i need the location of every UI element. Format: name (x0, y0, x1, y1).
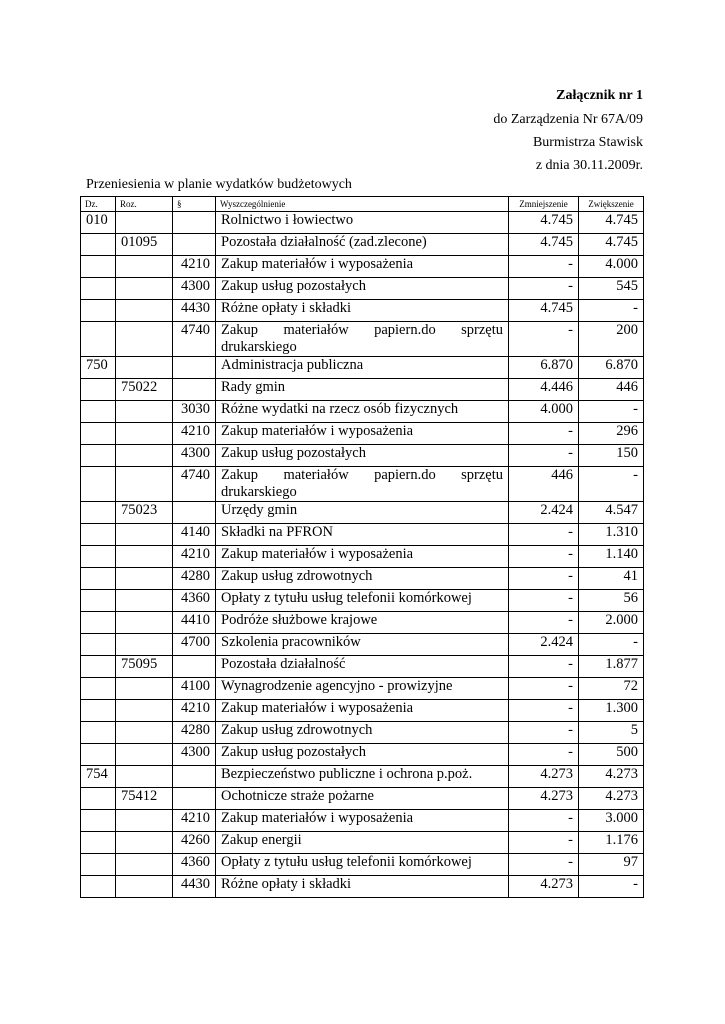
cell-description: Wynagrodzenie agencyjno - prowizyjne (216, 678, 509, 700)
cell-dz (81, 788, 116, 810)
cell-decrease: 2.424 (509, 502, 579, 524)
cell-roz (116, 401, 173, 423)
cell-dz (81, 278, 116, 300)
cell-roz (116, 278, 173, 300)
cell-roz (116, 423, 173, 445)
cell-dz (81, 256, 116, 278)
cell-decrease: - (509, 832, 579, 854)
col-header-roz: Roz. (116, 197, 173, 212)
cell-roz (116, 634, 173, 656)
table-row (81, 357, 644, 379)
table-row (81, 467, 644, 502)
cell-description: Rady gmin (216, 379, 509, 401)
cell-paragraph (173, 212, 216, 234)
col-header-description: Wyszczególnienie (216, 197, 509, 212)
cell-dz: 754 (81, 766, 116, 788)
cell-paragraph: 4360 (173, 590, 216, 612)
cell-increase: 500 (579, 744, 644, 766)
cell-dz (81, 612, 116, 634)
cell-increase: - (579, 467, 644, 502)
cell-increase: 41 (579, 568, 644, 590)
cell-roz (116, 568, 173, 590)
cell-decrease: - (509, 278, 579, 300)
cell-decrease: - (509, 700, 579, 722)
table-row (81, 612, 644, 634)
cell-dz (81, 810, 116, 832)
cell-dz (81, 832, 116, 854)
cell-increase: 6.870 (579, 357, 644, 379)
cell-roz (116, 300, 173, 322)
cell-description: Bezpieczeństwo publiczne i ochrona p.poż. (216, 766, 509, 788)
cell-roz (116, 810, 173, 832)
cell-description: Zakup usług zdrowotnych (216, 568, 509, 590)
cell-roz (116, 590, 173, 612)
cell-paragraph: 4300 (173, 744, 216, 766)
cell-paragraph: 4210 (173, 546, 216, 568)
issuer: Burmistrza Stawisk (532, 135, 643, 150)
table-row (81, 744, 644, 766)
cell-dz (81, 445, 116, 467)
cell-decrease: 4.273 (509, 766, 579, 788)
cell-roz: 75095 (116, 656, 173, 678)
table-row (81, 766, 644, 788)
cell-decrease: 4.446 (509, 379, 579, 401)
regulation-reference: do Zarządzenia Nr 67A/09 (493, 112, 643, 127)
cell-dz (81, 502, 116, 524)
cell-description: Zakup materiałów i wyposażenia (216, 810, 509, 832)
cell-paragraph (173, 788, 216, 810)
cell-description: Zakup materiałów i wyposażenia (216, 700, 509, 722)
cell-description: Podróże służbowe krajowe (216, 612, 509, 634)
cell-dz (81, 568, 116, 590)
cell-increase: - (579, 876, 644, 898)
cell-increase: 97 (579, 854, 644, 876)
cell-decrease: 4.000 (509, 401, 579, 423)
table-row (81, 401, 644, 423)
cell-increase: 72 (579, 678, 644, 700)
attachment-title: Załącznik nr 1 (556, 88, 643, 103)
cell-dz (81, 234, 116, 256)
table-row (81, 234, 644, 256)
cell-dz (81, 656, 116, 678)
cell-dz (81, 744, 116, 766)
table-row (81, 568, 644, 590)
cell-roz (116, 357, 173, 379)
cell-dz (81, 876, 116, 898)
cell-roz (116, 546, 173, 568)
cell-roz: 75023 (116, 502, 173, 524)
cell-dz (81, 590, 116, 612)
cell-decrease: - (509, 256, 579, 278)
cell-dz (81, 854, 116, 876)
cell-roz: 75412 (116, 788, 173, 810)
cell-roz: 01095 (116, 234, 173, 256)
cell-description: Różne wydatki na rzecz osób fizycznych (216, 401, 509, 423)
cell-description: Zakup usług zdrowotnych (216, 722, 509, 744)
cell-dz (81, 546, 116, 568)
cell-paragraph: 3030 (173, 401, 216, 423)
cell-decrease: - (509, 524, 579, 546)
cell-roz (116, 854, 173, 876)
cell-description: Zakup materiałów i wyposażenia (216, 546, 509, 568)
cell-description: Rolnictwo i łowiectwo (216, 212, 509, 234)
cell-description: Różne opłaty i składki (216, 876, 509, 898)
cell-increase: - (579, 401, 644, 423)
table-row (81, 634, 644, 656)
table-row (81, 832, 644, 854)
cell-increase: 4.000 (579, 256, 644, 278)
cell-increase: 1.877 (579, 656, 644, 678)
col-header-paragraph: § (173, 197, 216, 212)
table-row (81, 722, 644, 744)
cell-roz (116, 322, 173, 357)
cell-increase: 4.273 (579, 788, 644, 810)
table-row (81, 445, 644, 467)
col-header-dz: Dz. (81, 197, 116, 212)
cell-decrease: - (509, 546, 579, 568)
table-row (81, 379, 644, 401)
cell-paragraph: 4260 (173, 832, 216, 854)
cell-dz (81, 322, 116, 357)
cell-paragraph (173, 234, 216, 256)
table-header-row (81, 197, 644, 212)
cell-paragraph (173, 379, 216, 401)
cell-roz (116, 445, 173, 467)
cell-description: Administracja publiczna (216, 357, 509, 379)
cell-increase: 150 (579, 445, 644, 467)
table-row (81, 678, 644, 700)
cell-increase: 545 (579, 278, 644, 300)
cell-paragraph: 4210 (173, 700, 216, 722)
cell-description: Zakup usług pozostałych (216, 278, 509, 300)
cell-description: Zakup energii (216, 832, 509, 854)
cell-roz (116, 678, 173, 700)
expenditure-table (80, 196, 644, 898)
cell-paragraph: 4300 (173, 445, 216, 467)
cell-dz (81, 700, 116, 722)
cell-dz (81, 423, 116, 445)
cell-decrease: 4.745 (509, 212, 579, 234)
cell-paragraph: 4740 (173, 322, 216, 357)
cell-dz (81, 401, 116, 423)
cell-roz (116, 722, 173, 744)
table-row (81, 656, 644, 678)
cell-roz (116, 467, 173, 502)
table-row (81, 788, 644, 810)
cell-paragraph (173, 656, 216, 678)
cell-decrease: - (509, 590, 579, 612)
col-header-increase: Zwiększenie (579, 197, 644, 212)
cell-increase: 446 (579, 379, 644, 401)
cell-dz (81, 722, 116, 744)
cell-dz: 750 (81, 357, 116, 379)
cell-paragraph: 4280 (173, 722, 216, 744)
cell-description: Opłaty z tytułu usług telefonii komórkowej (216, 854, 509, 876)
cell-roz (116, 744, 173, 766)
cell-decrease: - (509, 423, 579, 445)
cell-increase: - (579, 634, 644, 656)
cell-description: Szkolenia pracowników (216, 634, 509, 656)
cell-decrease: - (509, 568, 579, 590)
cell-roz (116, 700, 173, 722)
cell-description: Składki na PFRON (216, 524, 509, 546)
cell-decrease: 4.273 (509, 876, 579, 898)
cell-paragraph: 4140 (173, 524, 216, 546)
cell-paragraph (173, 502, 216, 524)
cell-dz (81, 467, 116, 502)
cell-description: Pozostała działalność (216, 656, 509, 678)
cell-dz: 010 (81, 212, 116, 234)
cell-increase: 1.140 (579, 546, 644, 568)
cell-paragraph: 4100 (173, 678, 216, 700)
cell-description: Ochotnicze straże pożarne (216, 788, 509, 810)
cell-decrease: - (509, 810, 579, 832)
cell-increase: - (579, 300, 644, 322)
cell-increase: 1.300 (579, 700, 644, 722)
cell-increase: 4.273 (579, 766, 644, 788)
cell-description: Zakup materiałów papiern.do sprzętu drukarskiego (216, 467, 509, 502)
col-header-decrease: Zmniejszenie (509, 197, 579, 212)
cell-decrease: 4.745 (509, 300, 579, 322)
table-row (81, 423, 644, 445)
cell-roz (116, 612, 173, 634)
cell-paragraph: 4360 (173, 854, 216, 876)
cell-roz (116, 524, 173, 546)
table-row (81, 854, 644, 876)
cell-decrease: - (509, 722, 579, 744)
cell-decrease: - (509, 612, 579, 634)
cell-description: Różne opłaty i składki (216, 300, 509, 322)
cell-increase: 4.547 (579, 502, 644, 524)
cell-description: Zakup materiałów papiern.do sprzętu drukarskiego (216, 322, 509, 357)
cell-increase: 4.745 (579, 234, 644, 256)
cell-increase: 296 (579, 423, 644, 445)
cell-description: Opłaty z tytułu usług telefonii komórkowej (216, 590, 509, 612)
cell-paragraph: 4700 (173, 634, 216, 656)
cell-decrease: - (509, 854, 579, 876)
cell-dz (81, 678, 116, 700)
cell-increase: 56 (579, 590, 644, 612)
cell-decrease: 446 (509, 467, 579, 502)
cell-description: Zakup usług pozostałych (216, 445, 509, 467)
document-date: z dnia 30.11.2009r. (535, 158, 643, 173)
table-caption: Przeniesienia w planie wydatków budżetowych (86, 177, 352, 192)
table-row (81, 876, 644, 898)
cell-description: Pozostała działalność (zad.zlecone) (216, 234, 509, 256)
cell-dz (81, 524, 116, 546)
cell-description: Zakup materiałów i wyposażenia (216, 256, 509, 278)
cell-paragraph: 4300 (173, 278, 216, 300)
table-row (81, 810, 644, 832)
cell-increase: 5 (579, 722, 644, 744)
cell-decrease: 2.424 (509, 634, 579, 656)
cell-dz (81, 379, 116, 401)
cell-increase: 200 (579, 322, 644, 357)
cell-paragraph: 4210 (173, 256, 216, 278)
cell-description: Zakup usług pozostałych (216, 744, 509, 766)
cell-paragraph: 4280 (173, 568, 216, 590)
table-row (81, 546, 644, 568)
table-row (81, 322, 644, 357)
table-row (81, 524, 644, 546)
cell-description: Urzędy gmin (216, 502, 509, 524)
table-row (81, 502, 644, 524)
cell-paragraph: 4430 (173, 876, 216, 898)
table-row (81, 700, 644, 722)
cell-increase: 4.745 (579, 212, 644, 234)
cell-decrease: - (509, 744, 579, 766)
cell-description: Zakup materiałów i wyposażenia (216, 423, 509, 445)
table-row (81, 590, 644, 612)
cell-roz (116, 766, 173, 788)
cell-roz (116, 212, 173, 234)
cell-increase: 1.310 (579, 524, 644, 546)
cell-paragraph (173, 766, 216, 788)
cell-increase: 1.176 (579, 832, 644, 854)
cell-decrease: - (509, 656, 579, 678)
cell-increase: 3.000 (579, 810, 644, 832)
cell-paragraph: 4410 (173, 612, 216, 634)
table-row (81, 300, 644, 322)
cell-decrease: - (509, 445, 579, 467)
table-row (81, 212, 644, 234)
cell-paragraph: 4210 (173, 810, 216, 832)
cell-roz (116, 256, 173, 278)
cell-decrease: 4.745 (509, 234, 579, 256)
cell-paragraph: 4740 (173, 467, 216, 502)
cell-roz (116, 832, 173, 854)
table-row (81, 278, 644, 300)
cell-decrease: 4.273 (509, 788, 579, 810)
cell-decrease: - (509, 678, 579, 700)
cell-paragraph: 4210 (173, 423, 216, 445)
cell-paragraph (173, 357, 216, 379)
table-row (81, 256, 644, 278)
cell-dz (81, 300, 116, 322)
cell-roz: 75022 (116, 379, 173, 401)
cell-dz (81, 634, 116, 656)
cell-paragraph: 4430 (173, 300, 216, 322)
cell-decrease: - (509, 322, 579, 357)
cell-roz (116, 876, 173, 898)
cell-increase: 2.000 (579, 612, 644, 634)
cell-decrease: 6.870 (509, 357, 579, 379)
